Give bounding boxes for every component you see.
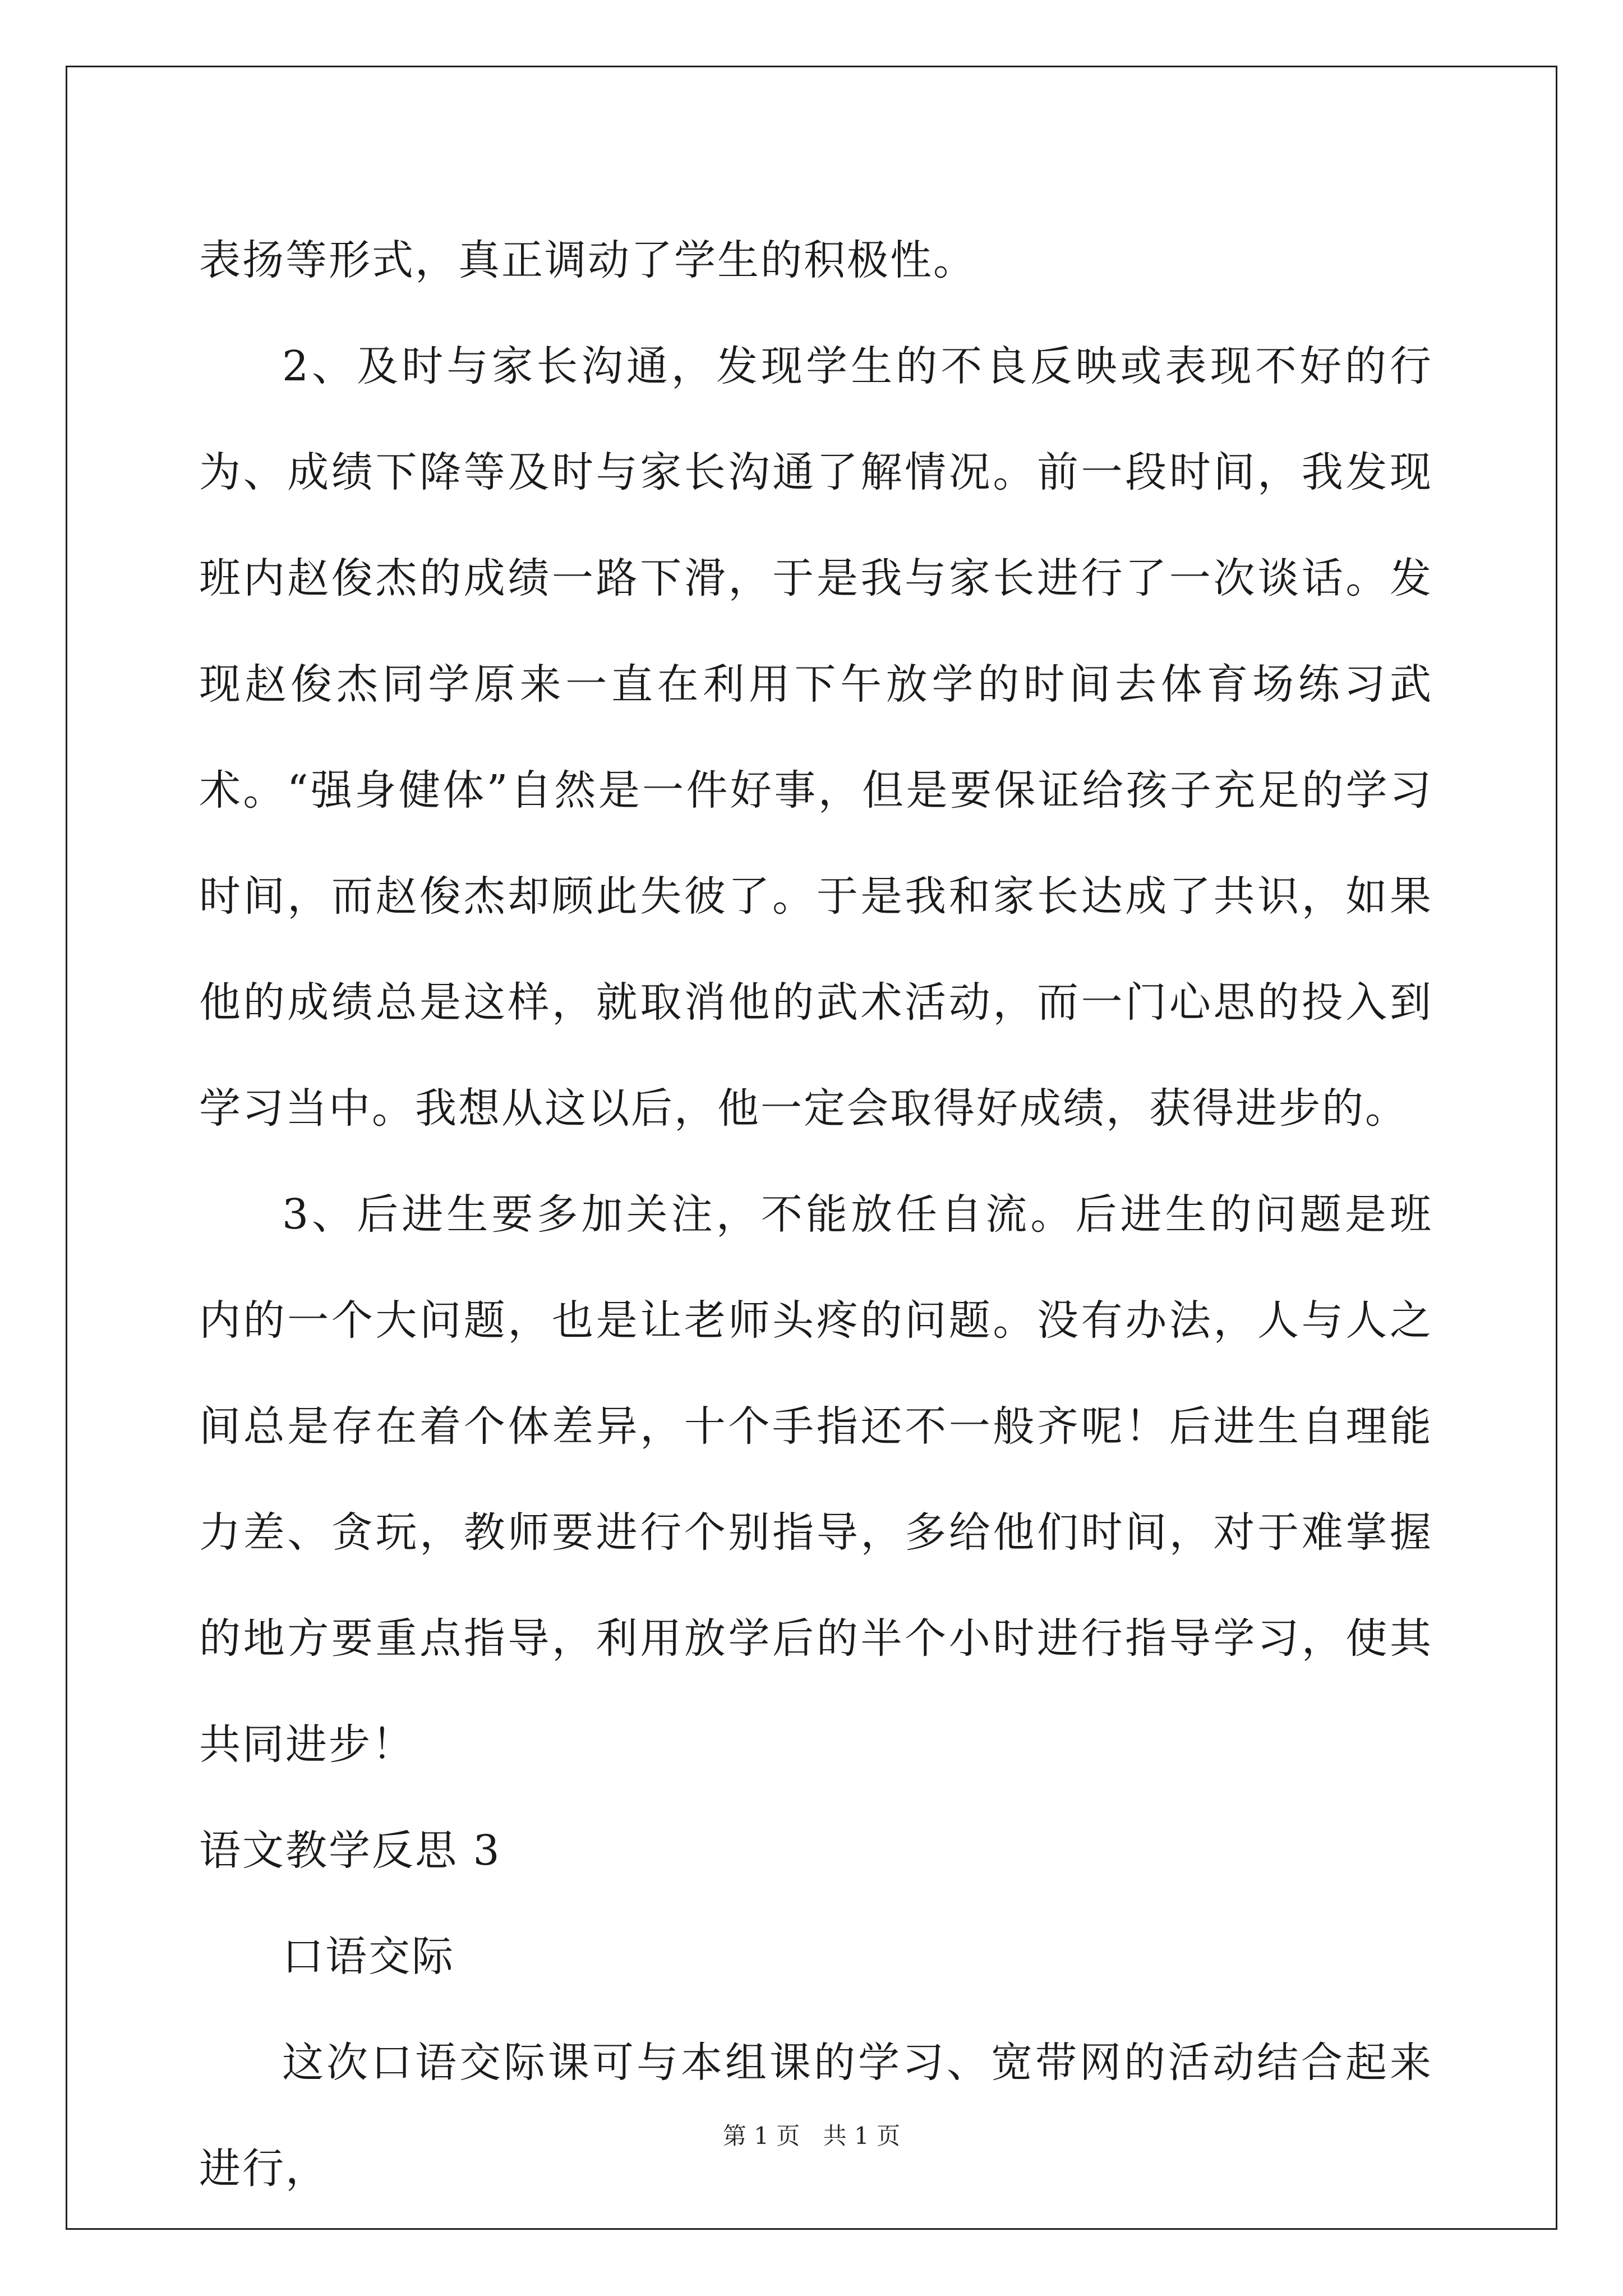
paragraph-oral-communication: 这次口语交际课可与本组课的学习、宽带网的活动结合起来进行， <box>199 2039 1433 2193</box>
subheading: 口语交际 <box>282 1932 455 1981</box>
section-heading: 语文教学反思 3 <box>199 1826 501 1875</box>
page-footer <box>0 2118 1623 2151</box>
paragraph-continued: 表扬等形式，真正调动了学生的积极性。 <box>199 236 976 284</box>
page-total: 共 1 页 <box>823 2122 901 2150</box>
document-body <box>199 208 1433 2222</box>
paragraph-struggling-students: 3、后进生要多加关注，不能放任自流。后进生的问题是班内的一个大问题，也是让老师头疼的问题。没有办法，人与人之间总是存在着个体差异，十个手指还不一般齐呢！后进生自理能力差、贪玩，教师要进行个别指导，多给他们时间，对于难掌握的地方要重点指导，利用放学后的半个小时进行指导学习，使其共同进步！ <box>199 1190 1433 1769</box>
page-number: 第 1 页 <box>722 2122 800 2150</box>
paragraph-parent-communication: 2、及时与家长沟通，发现学生的不良反映或表现不好的行为、成绩下降等及时与家长沟通了解情况。前一段时间，我发现班内赵俊杰的成绩一路下滑，于是我与家长进行了一次谈话。发现赵俊杰同学原来一直在利用下午放学的时间去体育场练习武术。“强身健体”自然是一件好事，但是要保证给孩子充足的学习时间，而赵俊杰却顾此失彼了。于是我和家长达成了共识，如果他的成绩总是这样，就取消他的武术活动，而一门心思的投入到学习当中。我想从这以后，他一定会取得好成绩，获得进步的。 <box>199 342 1433 1133</box>
